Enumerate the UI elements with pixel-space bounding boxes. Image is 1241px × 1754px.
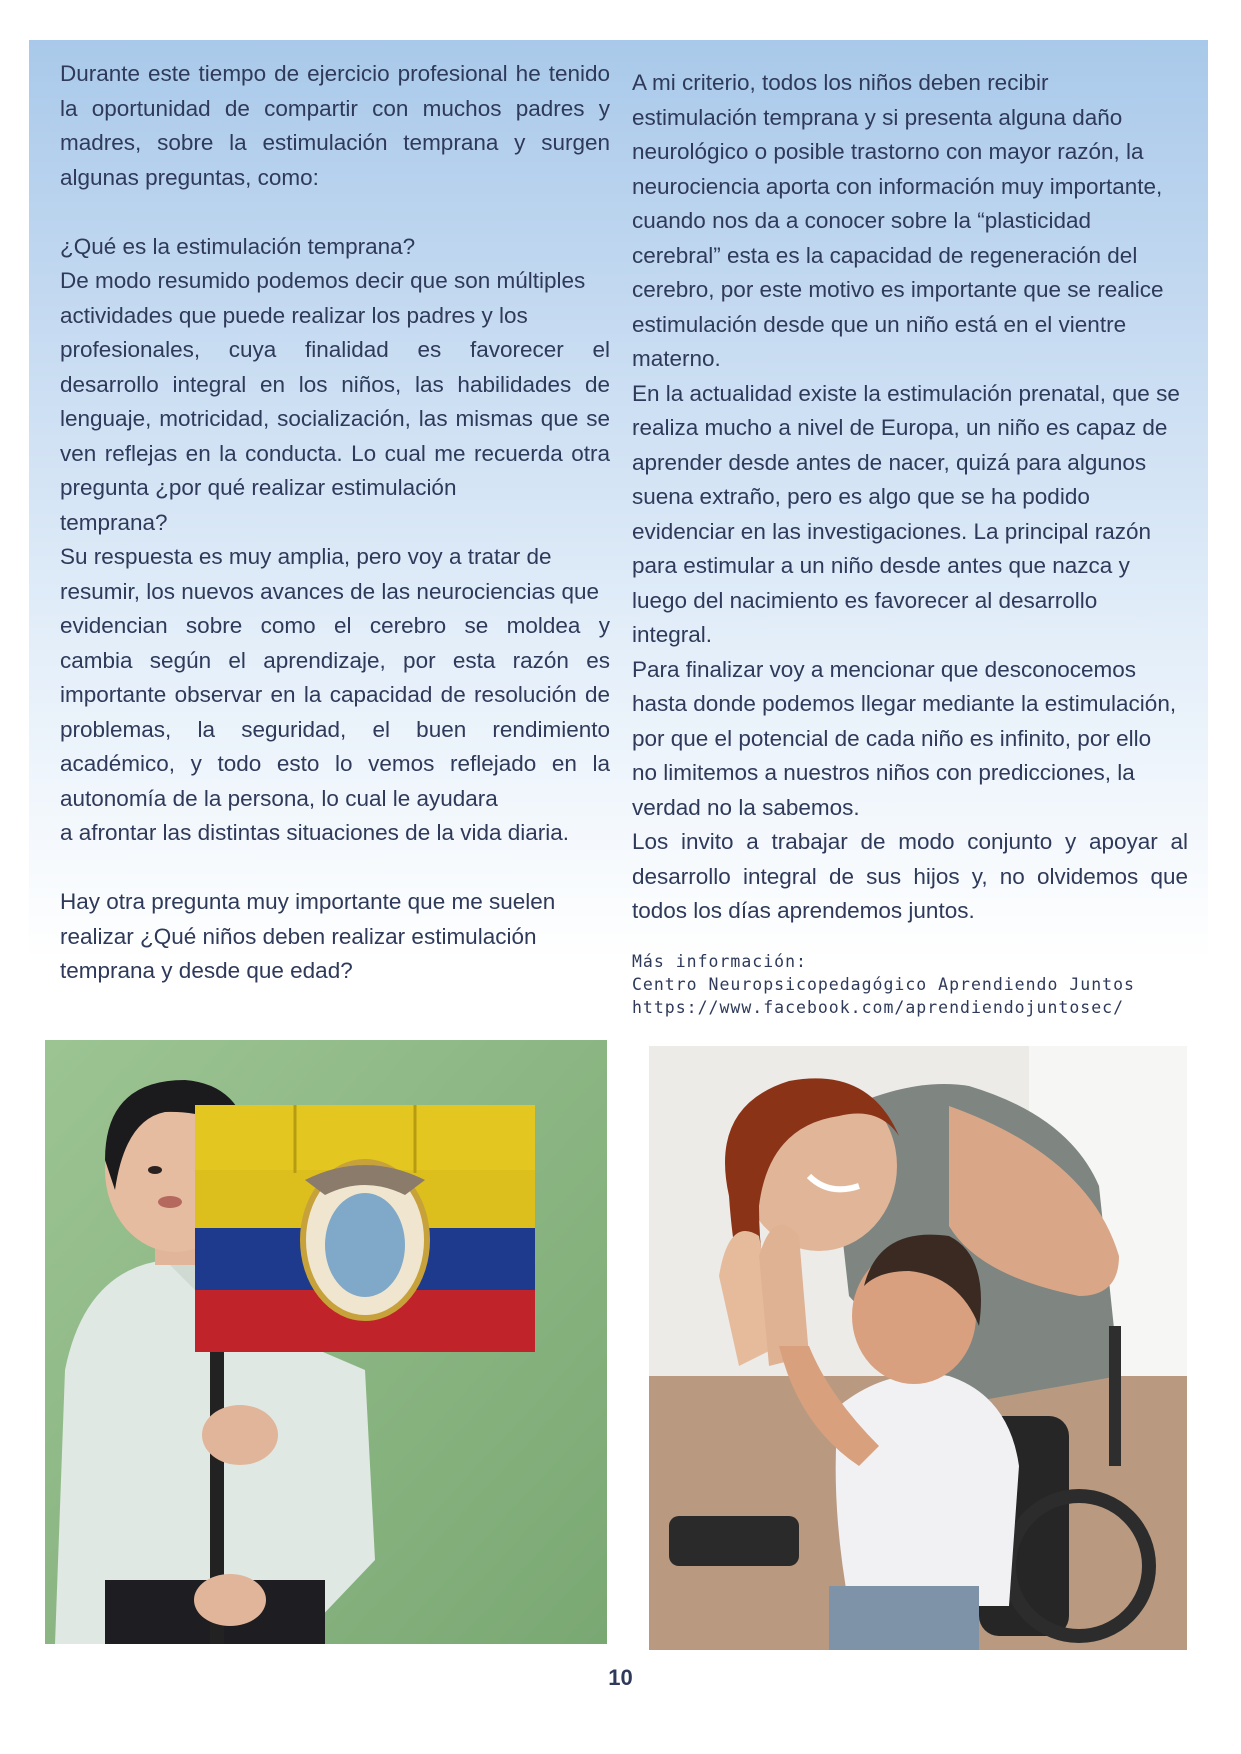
text-line: Durante este tiempo de ejercicio profesional he tenido (60, 61, 610, 86)
right-column-text (632, 66, 1188, 929)
text-line: cerebral” esta es la capacidad de regeneración del (632, 242, 1138, 268)
photo-woman-and-boy-high-five (649, 1046, 1187, 1650)
text-line: pregunta ¿por qué realizar estimulación (60, 475, 457, 500)
text-line: materno. (632, 346, 721, 371)
facebook-link[interactable]: https://www.facebook.com/aprendiendojuntosec/ (632, 998, 1125, 1017)
text-line: verdad no la sabemos. (632, 794, 860, 820)
text-line: algunas preguntas, como: (60, 164, 319, 190)
more-info-label: Más información: (632, 952, 807, 971)
photo-boy-with-flag (45, 1040, 607, 1644)
text-line: realiza mucho a nivel de Europa, un niño es capaz de (632, 415, 1168, 440)
text-line: Para finalizar voy a mencionar que desconocemos (632, 656, 1137, 682)
text-line: temprana y desde que edad? (60, 958, 353, 983)
text-line: Su respuesta es muy amplia, pero voy a tratar de (60, 544, 552, 569)
text-line: no limitemos a nuestros niños con predicciones, la (632, 760, 1135, 785)
text-line: realizar ¿Qué niños deben realizar estimulación (60, 923, 537, 949)
text-line: evidencian sobre como el cerebro se moldea y (60, 613, 610, 638)
question-heading: ¿Qué es la estimulación temprana? (60, 233, 416, 259)
text-line: todos los días aprendemos juntos. (632, 898, 975, 923)
text-line: cambia según el aprendizaje, por esta razón es (60, 647, 610, 673)
text-line: profesionales, cuya finalidad es favorecer el (60, 337, 610, 362)
text-line: para estimular a un niño desde antes que nazca y (632, 553, 1130, 578)
text-line: a afrontar las distintas situaciones de la vida diaria. (60, 820, 570, 845)
text-line: Los invito a trabajar de modo conjunto y apoyar al (632, 829, 1188, 854)
left-column-text (60, 57, 610, 989)
text-line: la oportunidad de compartir con muchos padres y (60, 95, 610, 121)
text-line: ven reflejas en la conducta. Lo cual me recuerda otra (60, 440, 610, 466)
text-line: Hay otra pregunta muy importante que me suelen (60, 889, 556, 914)
more-info-block (632, 950, 1135, 1019)
text-line: En la actualidad existe la estimulación prenatal, que se (632, 380, 1180, 406)
text-line: resumir, los nuevos avances de las neurociencias que (60, 578, 600, 604)
text-line: desarrollo integral en los niños, las habilidades de (60, 371, 610, 397)
text-line: De modo resumido podemos decir que son múltiples (60, 268, 586, 293)
text-line: aprender desde antes de nacer, quizá para algunos (632, 449, 1147, 475)
text-line: luego del nacimiento es favorecer al desarrollo (632, 587, 1098, 613)
text-line: desarrollo integral de sus hijos y, no olvidemos que (632, 863, 1188, 889)
text-line: temprana? (60, 509, 168, 535)
text-line: cerebro, por este motivo es importante que se realice (632, 277, 1164, 302)
text-line: importante observar en la capacidad de resolución de (60, 682, 610, 707)
text-line: cuando nos da a conocer sobre la “plasticidad (632, 208, 1092, 233)
text-line: suena extraño, pero es algo que se ha podido (632, 484, 1090, 509)
text-line: A mi criterio, todos los niños deben recibir (632, 70, 1049, 95)
text-line: neurociencia aporta con información muy importante, (632, 173, 1163, 199)
text-line: actividades que puede realizar los padres y los (60, 302, 528, 328)
text-line: madres, sobre la estimulación temprana y surgen (60, 130, 610, 155)
text-line: integral. (632, 622, 713, 647)
text-line: académico, y todo esto lo vemos reflejado en la (60, 751, 610, 776)
text-line: neurológico o posible trastorno con mayor razón, la (632, 139, 1144, 164)
text-line: evidenciar en las investigaciones. La principal razón (632, 518, 1152, 544)
text-line: estimulación temprana y si presenta alguna daño (632, 104, 1123, 130)
text-line: por que el potencial de cada niño es infinito, por ello (632, 725, 1152, 751)
page-number: 10 (608, 1665, 633, 1690)
text-line: problemas, la seguridad, el buen rendimiento (60, 716, 610, 742)
text-line: autonomía de la persona, lo cual le ayudara (60, 785, 498, 811)
text-line: lenguaje, motricidad, socialización, las mismas que se (60, 406, 610, 431)
text-line: estimulación desde que un niño está en el vientre (632, 311, 1127, 337)
text-line: hasta donde podemos llegar mediante la estimulación, (632, 691, 1177, 716)
organization-name: Centro Neuropsicopedagógico Aprendiendo Juntos (632, 975, 1135, 994)
